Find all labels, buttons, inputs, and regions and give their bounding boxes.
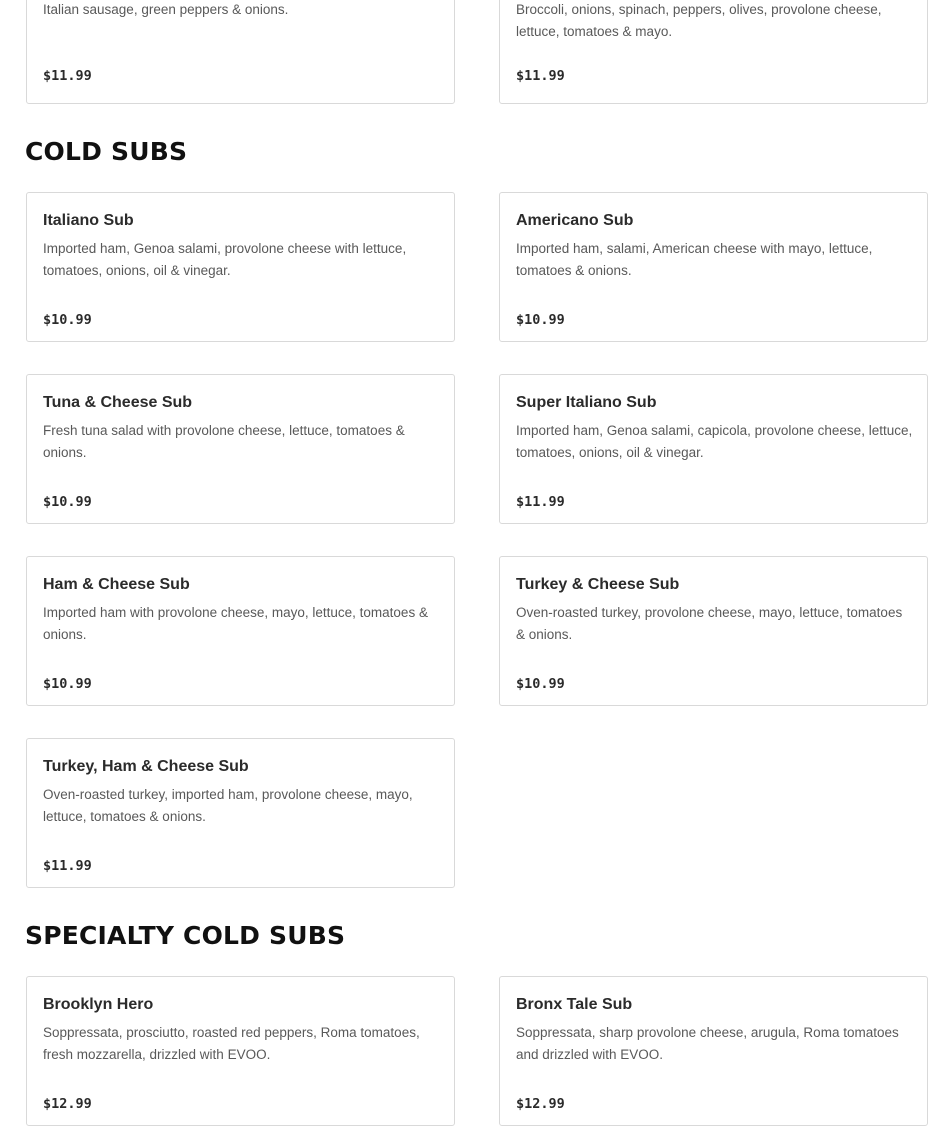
menu-item-description: Imported ham, Genoa salami, capicola, provolone cheese, lettuce, tomatoes, onions, oil & vinegar.: [516, 423, 913, 460]
menu-item-description: Oven-roasted turkey, provolone cheese, mayo, lettuce, tomatoes & onions.: [516, 605, 903, 642]
menu-item-card[interactable]: [499, 976, 928, 1126]
menu-item-card[interactable]: [26, 0, 455, 104]
menu-item-price: $10.99: [43, 494, 92, 510]
menu-item-card[interactable]: [26, 556, 455, 706]
menu-item-name: Super Italiano Sub: [516, 394, 657, 411]
menu-item-price: $10.99: [43, 312, 92, 328]
menu-item-description: Soppressata, sharp provolone cheese, arugula, Roma tomatoes and drizzled with EVOO.: [516, 1025, 899, 1062]
menu-item-price: $12.99: [516, 1096, 565, 1112]
menu-item-description: Broccoli, onions, spinach, peppers, olives, provolone cheese, lettuce, tomatoes & mayo.: [516, 2, 882, 39]
menu-item-card[interactable]: [499, 0, 928, 104]
menu-item-name: Turkey, Ham & Cheese Sub: [43, 758, 249, 775]
menu-item-name: Bronx Tale Sub: [516, 996, 633, 1013]
menu-item-description: Imported ham with provolone cheese, mayo, lettuce, tomatoes & onions.: [43, 605, 428, 642]
section-title-cold-subs: COLD SUBS: [25, 137, 188, 166]
menu-item-price: $10.99: [516, 312, 565, 328]
menu-item-price: $11.99: [516, 494, 565, 510]
menu-item-description: Italian sausage, green peppers & onions.: [43, 2, 289, 17]
menu-item-card[interactable]: [26, 738, 455, 888]
menu-item-price: $12.99: [43, 1096, 92, 1112]
menu-item-description: Soppressata, prosciutto, roasted red peppers, Roma tomatoes, fresh mozzarella, drizzled with EVOO.: [43, 1025, 420, 1062]
menu-item-name: Americano Sub: [516, 212, 634, 229]
menu-item-price: $11.99: [516, 68, 565, 84]
section-title-specialty-cold-subs: SPECIALTY COLD SUBS: [25, 921, 346, 950]
menu-item-card[interactable]: [26, 374, 455, 524]
menu-item-card[interactable]: [499, 374, 928, 524]
menu-item-name: Brooklyn Hero: [43, 996, 154, 1013]
menu-item-description: Imported ham, salami, American cheese with mayo, lettuce, tomatoes & onions.: [516, 241, 873, 278]
menu-item-name: Turkey & Cheese Sub: [516, 576, 680, 593]
menu-item-price: $10.99: [43, 676, 92, 692]
menu-item-card[interactable]: [499, 192, 928, 342]
menu-item-description: Fresh tuna salad with provolone cheese, lettuce, tomatoes & onions.: [43, 423, 405, 460]
menu-item-description: Imported ham, Genoa salami, provolone cheese with lettuce, tomatoes, onions, oil & vinegar.: [43, 241, 407, 278]
menu-item-card[interactable]: [499, 556, 928, 706]
menu-item-name: Italiano Sub: [43, 212, 134, 229]
menu-item-name: Ham & Cheese Sub: [43, 576, 190, 593]
menu-item-card[interactable]: [26, 192, 455, 342]
menu-item-price: $11.99: [43, 68, 92, 84]
menu-item-price: $11.99: [43, 858, 92, 874]
menu-item-description: Oven-roasted turkey, imported ham, provolone cheese, mayo, lettuce, tomatoes & onions.: [43, 787, 413, 824]
menu-item-price: $10.99: [516, 676, 565, 692]
menu-item-card[interactable]: [26, 976, 455, 1126]
menu-item-name: Tuna & Cheese Sub: [43, 394, 193, 411]
